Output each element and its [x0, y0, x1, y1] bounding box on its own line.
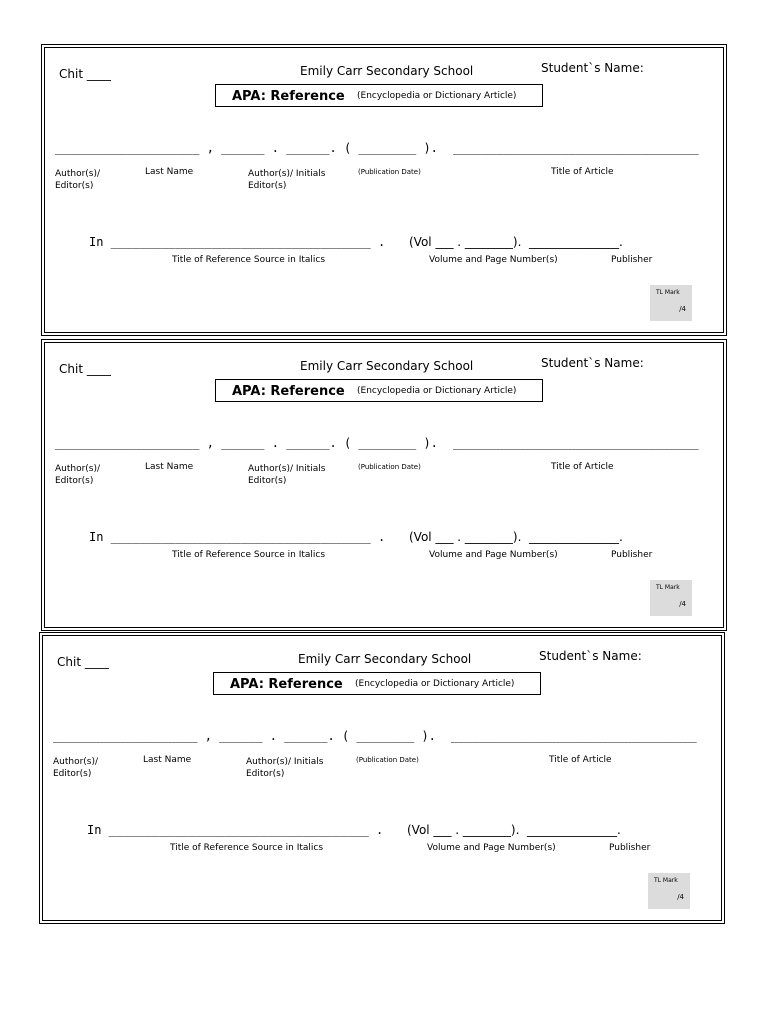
tl-mark-label: TL Mark: [656, 289, 680, 296]
publisher-label: Publisher: [611, 255, 653, 265]
school-name: Emily Carr Secondary School: [298, 652, 472, 666]
last-name-label: Last Name: [145, 167, 194, 177]
apa-title: APA: Reference: [230, 677, 343, 692]
author-editor-label: Author(s)/ Editor(s): [55, 169, 101, 191]
author-editor-label: Author(s)/ Editor(s): [55, 464, 101, 486]
student-name-label: Student`s Name:: [541, 61, 644, 75]
initials-label: Author(s)/ Initials Editor(s): [248, 169, 326, 191]
apa-title: APA: Reference: [232, 89, 345, 104]
apa-reference-box: [213, 672, 541, 695]
tl-mark-value: /4: [679, 305, 686, 313]
apa-reference-box: [215, 84, 543, 107]
chit-number-label: Chit ____: [57, 655, 109, 669]
publisher-label: Publisher: [611, 550, 653, 560]
tl-mark-label: TL Mark: [656, 584, 680, 591]
initials-label: Author(s)/ Initials Editor(s): [248, 464, 326, 486]
author-date-blank-line[interactable]: ____________________ , ______ . ______. ( ________ ).: [53, 729, 436, 743]
tl-mark-box[interactable]: [650, 285, 692, 321]
publication-date-label: (Publication Date): [358, 463, 421, 471]
reference-chit-1: [41, 44, 727, 336]
article-title-label: Title of Article: [551, 167, 614, 177]
reference-chit-2: [41, 339, 727, 631]
apa-title: APA: Reference: [232, 384, 345, 399]
author-editor-label: Author(s)/ Editor(s): [53, 757, 99, 779]
school-name: Emily Carr Secondary School: [300, 359, 474, 373]
tl-mark-box[interactable]: [648, 873, 690, 909]
tl-mark-value: /4: [679, 600, 686, 608]
reference-chit-3: [39, 632, 725, 924]
reference-source-label: Title of Reference Source in Italics: [172, 550, 326, 560]
article-title-blank-line[interactable]: __________________________________: [453, 141, 699, 155]
last-name-label: Last Name: [145, 462, 194, 472]
reference-source-blank-line[interactable]: In ____________________________________ .: [89, 235, 386, 249]
article-title-label: Title of Article: [549, 755, 612, 765]
volume-publisher-blank-line[interactable]: (Vol ___ . ________). _______________.: [407, 823, 621, 837]
tl-mark-box[interactable]: [650, 580, 692, 616]
publication-date-label: (Publication Date): [358, 168, 421, 176]
initials-label: Author(s)/ Initials Editor(s): [246, 757, 324, 779]
publication-date-label: (Publication Date): [356, 756, 419, 764]
article-title-label: Title of Article: [551, 462, 614, 472]
chit-number-label: Chit ____: [59, 67, 111, 81]
volume-page-label: Volume and Page Number(s): [429, 255, 558, 265]
article-title-blank-line[interactable]: __________________________________: [453, 436, 699, 450]
tl-mark-label: TL Mark: [654, 877, 678, 884]
student-name-label: Student`s Name:: [539, 649, 642, 663]
reference-source-blank-line[interactable]: In ____________________________________ .: [89, 530, 386, 544]
publisher-label: Publisher: [609, 843, 651, 853]
volume-page-label: Volume and Page Number(s): [427, 843, 556, 853]
reference-source-blank-line[interactable]: In ____________________________________ .: [87, 823, 384, 837]
reference-source-label: Title of Reference Source in Italics: [170, 843, 324, 853]
last-name-label: Last Name: [143, 755, 192, 765]
volume-publisher-blank-line[interactable]: (Vol ___ . ________). _______________.: [409, 530, 623, 544]
author-date-blank-line[interactable]: ____________________ , ______ . ______. ( ________ ).: [55, 141, 438, 155]
reference-source-label: Title of Reference Source in Italics: [172, 255, 326, 265]
tl-mark-value: /4: [677, 893, 684, 901]
chit-number-label: Chit ____: [59, 362, 111, 376]
school-name: Emily Carr Secondary School: [300, 64, 474, 78]
apa-subtitle: (Encyclopedia or Dictionary Article): [357, 386, 517, 396]
student-name-label: Student`s Name:: [541, 356, 644, 370]
volume-page-label: Volume and Page Number(s): [429, 550, 558, 560]
article-title-blank-line[interactable]: __________________________________: [451, 729, 697, 743]
apa-reference-box: [215, 379, 543, 402]
apa-subtitle: (Encyclopedia or Dictionary Article): [355, 679, 515, 689]
author-date-blank-line[interactable]: ____________________ , ______ . ______. ( ________ ).: [55, 436, 438, 450]
apa-subtitle: (Encyclopedia or Dictionary Article): [357, 91, 517, 101]
volume-publisher-blank-line[interactable]: (Vol ___ . ________). _______________.: [409, 235, 623, 249]
